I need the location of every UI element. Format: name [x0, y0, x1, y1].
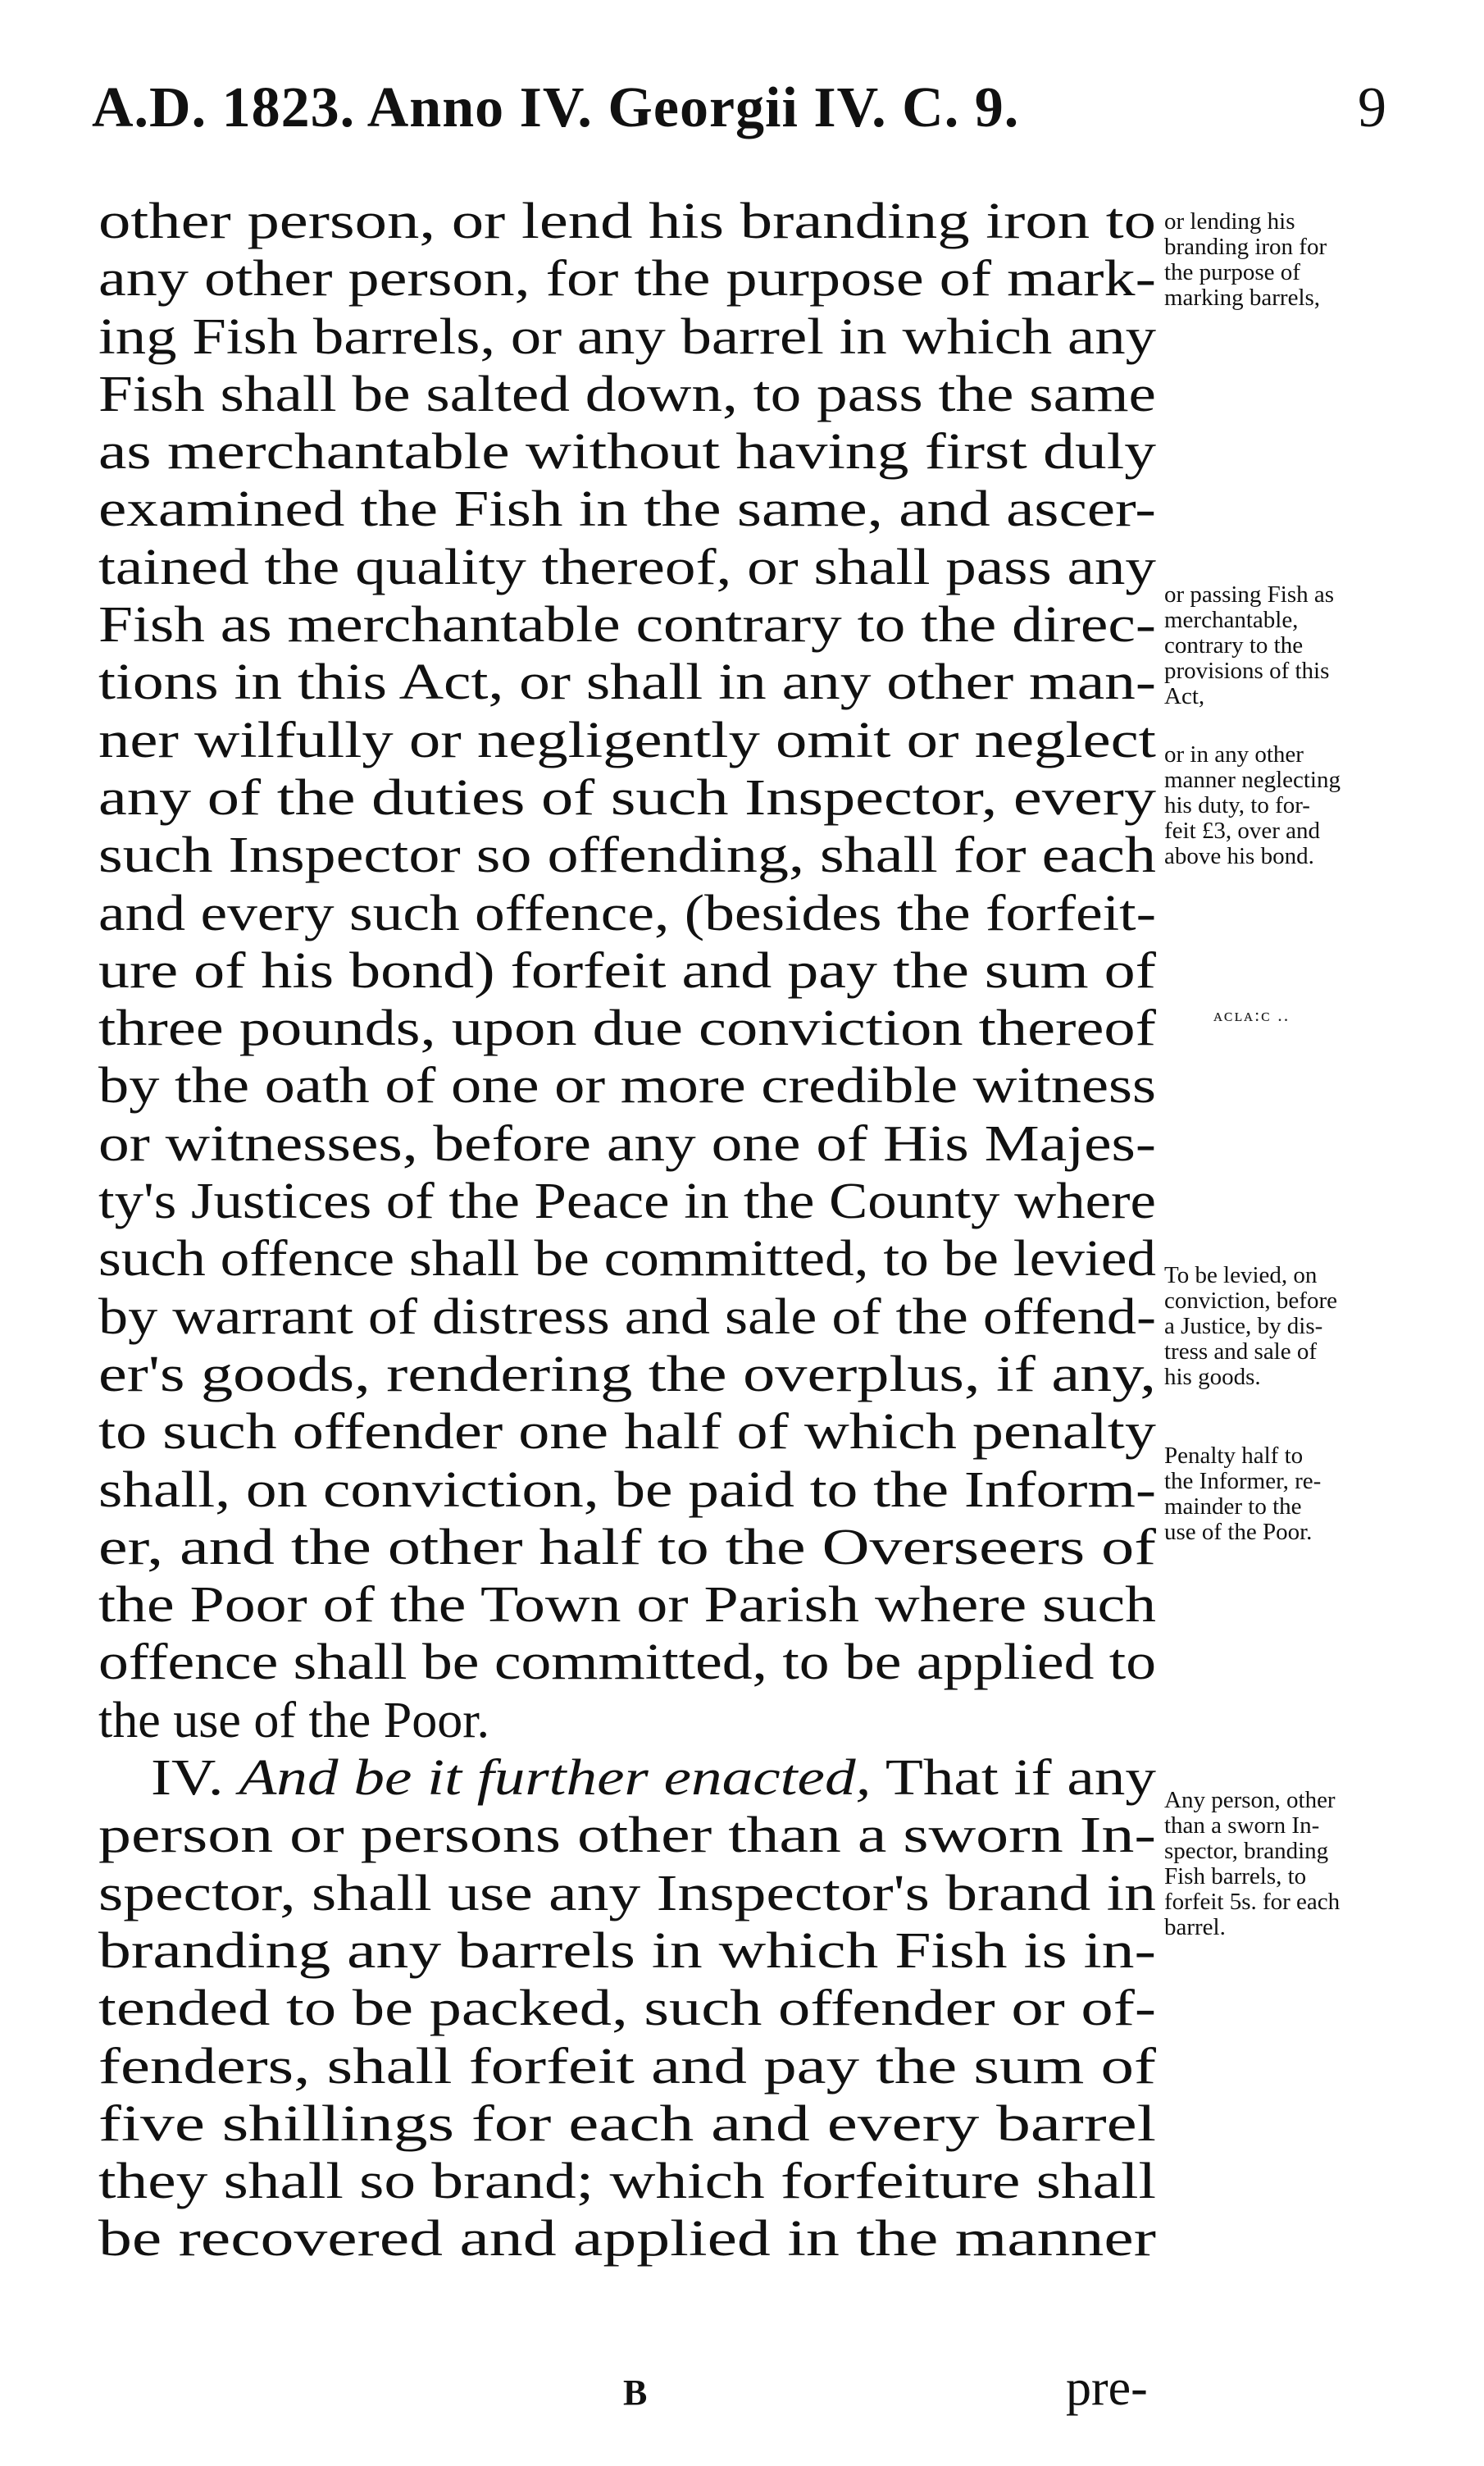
running-head: A.D. 1823. Anno IV. Georgii IV. C. 9. — [92, 76, 1020, 139]
body-line: ure of his bond) forfeit and pay the sum of — [98, 942, 1156, 999]
margin-note-line: above his bond. — [1164, 843, 1314, 869]
margin-note-line: provisions of this — [1164, 658, 1330, 684]
body-line: be recovered and applied in the manner — [98, 2211, 1156, 2268]
body-line: five shillings for each and every barrel — [98, 2095, 1156, 2152]
body-line: tained the quality thereof, or shall pass any — [98, 539, 1157, 595]
body-line: such offence shall be committed, to be levied — [98, 1231, 1157, 1288]
body-text — [98, 193, 1156, 2268]
body-line: shall, on conviction, be paid to the Inform- — [98, 1461, 1157, 1518]
body-line: by warrant of distress and sale of the offend- — [98, 1288, 1157, 1345]
section-text: That if any — [871, 1750, 1156, 1807]
body-line: any of the duties of such Inspector, every — [98, 769, 1157, 826]
margin-note-line: his goods. — [1164, 1364, 1261, 1390]
margin-note-line: manner neglecting — [1164, 767, 1341, 793]
margin-note-line: Any person, other — [1164, 1787, 1336, 1813]
body-line: other person, or lend his branding iron to — [98, 194, 1157, 249]
margin-note — [1164, 1443, 1435, 1545]
body-line: Fish as merchantable contrary to the direc- — [98, 597, 1156, 654]
margin-note-line: forfeit 5s. for each — [1164, 1889, 1341, 1915]
margin-note-line: spector, branding — [1164, 1838, 1329, 1864]
margin-note-line: marking barrels, — [1164, 285, 1321, 311]
margin-note-line: merchantable, — [1164, 607, 1299, 633]
body-line: the Poor of the Town or Parish where such — [98, 1577, 1157, 1634]
margin-note-line: Act, — [1164, 683, 1205, 709]
margin-note-line: the purpose of — [1164, 259, 1300, 285]
margin-note — [1164, 209, 1435, 311]
page-number: 9 — [1358, 76, 1387, 139]
margin-note — [1164, 742, 1435, 869]
margin-note — [1164, 582, 1435, 709]
margin-note-line: branding iron for — [1164, 234, 1327, 260]
margin-note-line: his duty, to for- — [1164, 792, 1310, 818]
margin-note-line: than a sworn In- — [1164, 1812, 1320, 1839]
body-line: three pounds, upon due conviction thereof — [98, 1001, 1157, 1057]
margin-note-line: barrel. — [1164, 1914, 1226, 1940]
running-header — [92, 75, 1387, 149]
body-line: any other person, for the purpose of mark- — [98, 251, 1156, 308]
body-line: or witnesses, before any one of His Majes- — [98, 1115, 1157, 1172]
body-line: ing Fish barrels, or any barrel in which any — [98, 308, 1157, 365]
section-numeral: IV. — [151, 1750, 239, 1807]
enacting-phrase: And be it further enacted, — [239, 1750, 872, 1807]
body-line: fenders, shall forfeit and pay the sum of — [98, 2038, 1156, 2095]
margin-note-line: the Informer, re- — [1164, 1468, 1322, 1494]
margin-note-line: tress and sale of — [1164, 1338, 1318, 1365]
body-line: they shall so brand; which forfeiture shall — [98, 2154, 1156, 2210]
catchword: pre- — [1066, 2360, 1148, 2416]
body-line: by the oath of one or more credible witness — [98, 1058, 1156, 1114]
margin-note — [1164, 1788, 1435, 1940]
body-line: ner wilfully or negligently omit or neglect — [98, 712, 1156, 768]
body-line: spector, shall use any Inspector's brand in — [98, 1865, 1157, 1921]
body-line: ty's Justices of the Peace in the County where — [98, 1174, 1156, 1230]
margin-note-line: use of the Poor. — [1164, 1519, 1313, 1545]
margin-note-line: To be levied, on — [1164, 1262, 1318, 1288]
margin-note-line: or lending his — [1164, 208, 1295, 235]
margin-note-line: mainder to the — [1164, 1493, 1302, 1520]
margin-note-line: or in any other — [1164, 741, 1304, 768]
body-line: er, and the other half to the Overseers of — [98, 1519, 1156, 1575]
body-line: such Inspector so offending, shall for each — [98, 827, 1156, 884]
body-line: as merchantable without having first duly — [98, 424, 1157, 481]
margin-note-line: conviction, before — [1164, 1288, 1337, 1314]
body-line: and every such offence, (besides the forfeit- — [98, 885, 1157, 941]
margin-note-line: feit £3, over and — [1164, 818, 1321, 844]
margin-note — [1164, 1263, 1435, 1390]
margin-smudge: ᴀᴄʟᴀ:ᴄ .. — [1213, 1005, 1291, 1025]
margin-note-line: contrary to the — [1164, 632, 1304, 659]
body-line: the use of the Poor. — [98, 1692, 489, 1748]
body-line: branding any barrels in which Fish is in- — [98, 1922, 1157, 1979]
body-line — [98, 1749, 1156, 1807]
margin-note-line: Penalty half to — [1164, 1443, 1304, 1469]
body-line: tended to be packed, such offender or of- — [98, 1981, 1157, 2037]
body-line: examined the Fish in the same, and ascer- — [98, 481, 1156, 538]
margin-note-line: Fish barrels, to — [1164, 1863, 1307, 1889]
margin-note-line: or passing Fish as — [1164, 581, 1335, 608]
body-line: tions in this Act, or shall in any other man- — [98, 654, 1156, 711]
margin-note-line: a Justice, by dis- — [1164, 1313, 1323, 1339]
body-line: er's goods, rendering the overplus, if any, — [98, 1346, 1156, 1402]
body-line: person or persons other than a sworn In- — [98, 1807, 1156, 1864]
body-line: offence shall be committed, to be applied to — [98, 1634, 1157, 1691]
body-line: Fish shall be salted down, to pass the same — [98, 366, 1156, 422]
body-line: to such offender one half of which penalty — [98, 1404, 1156, 1461]
signature-mark: B — [623, 2373, 648, 2413]
